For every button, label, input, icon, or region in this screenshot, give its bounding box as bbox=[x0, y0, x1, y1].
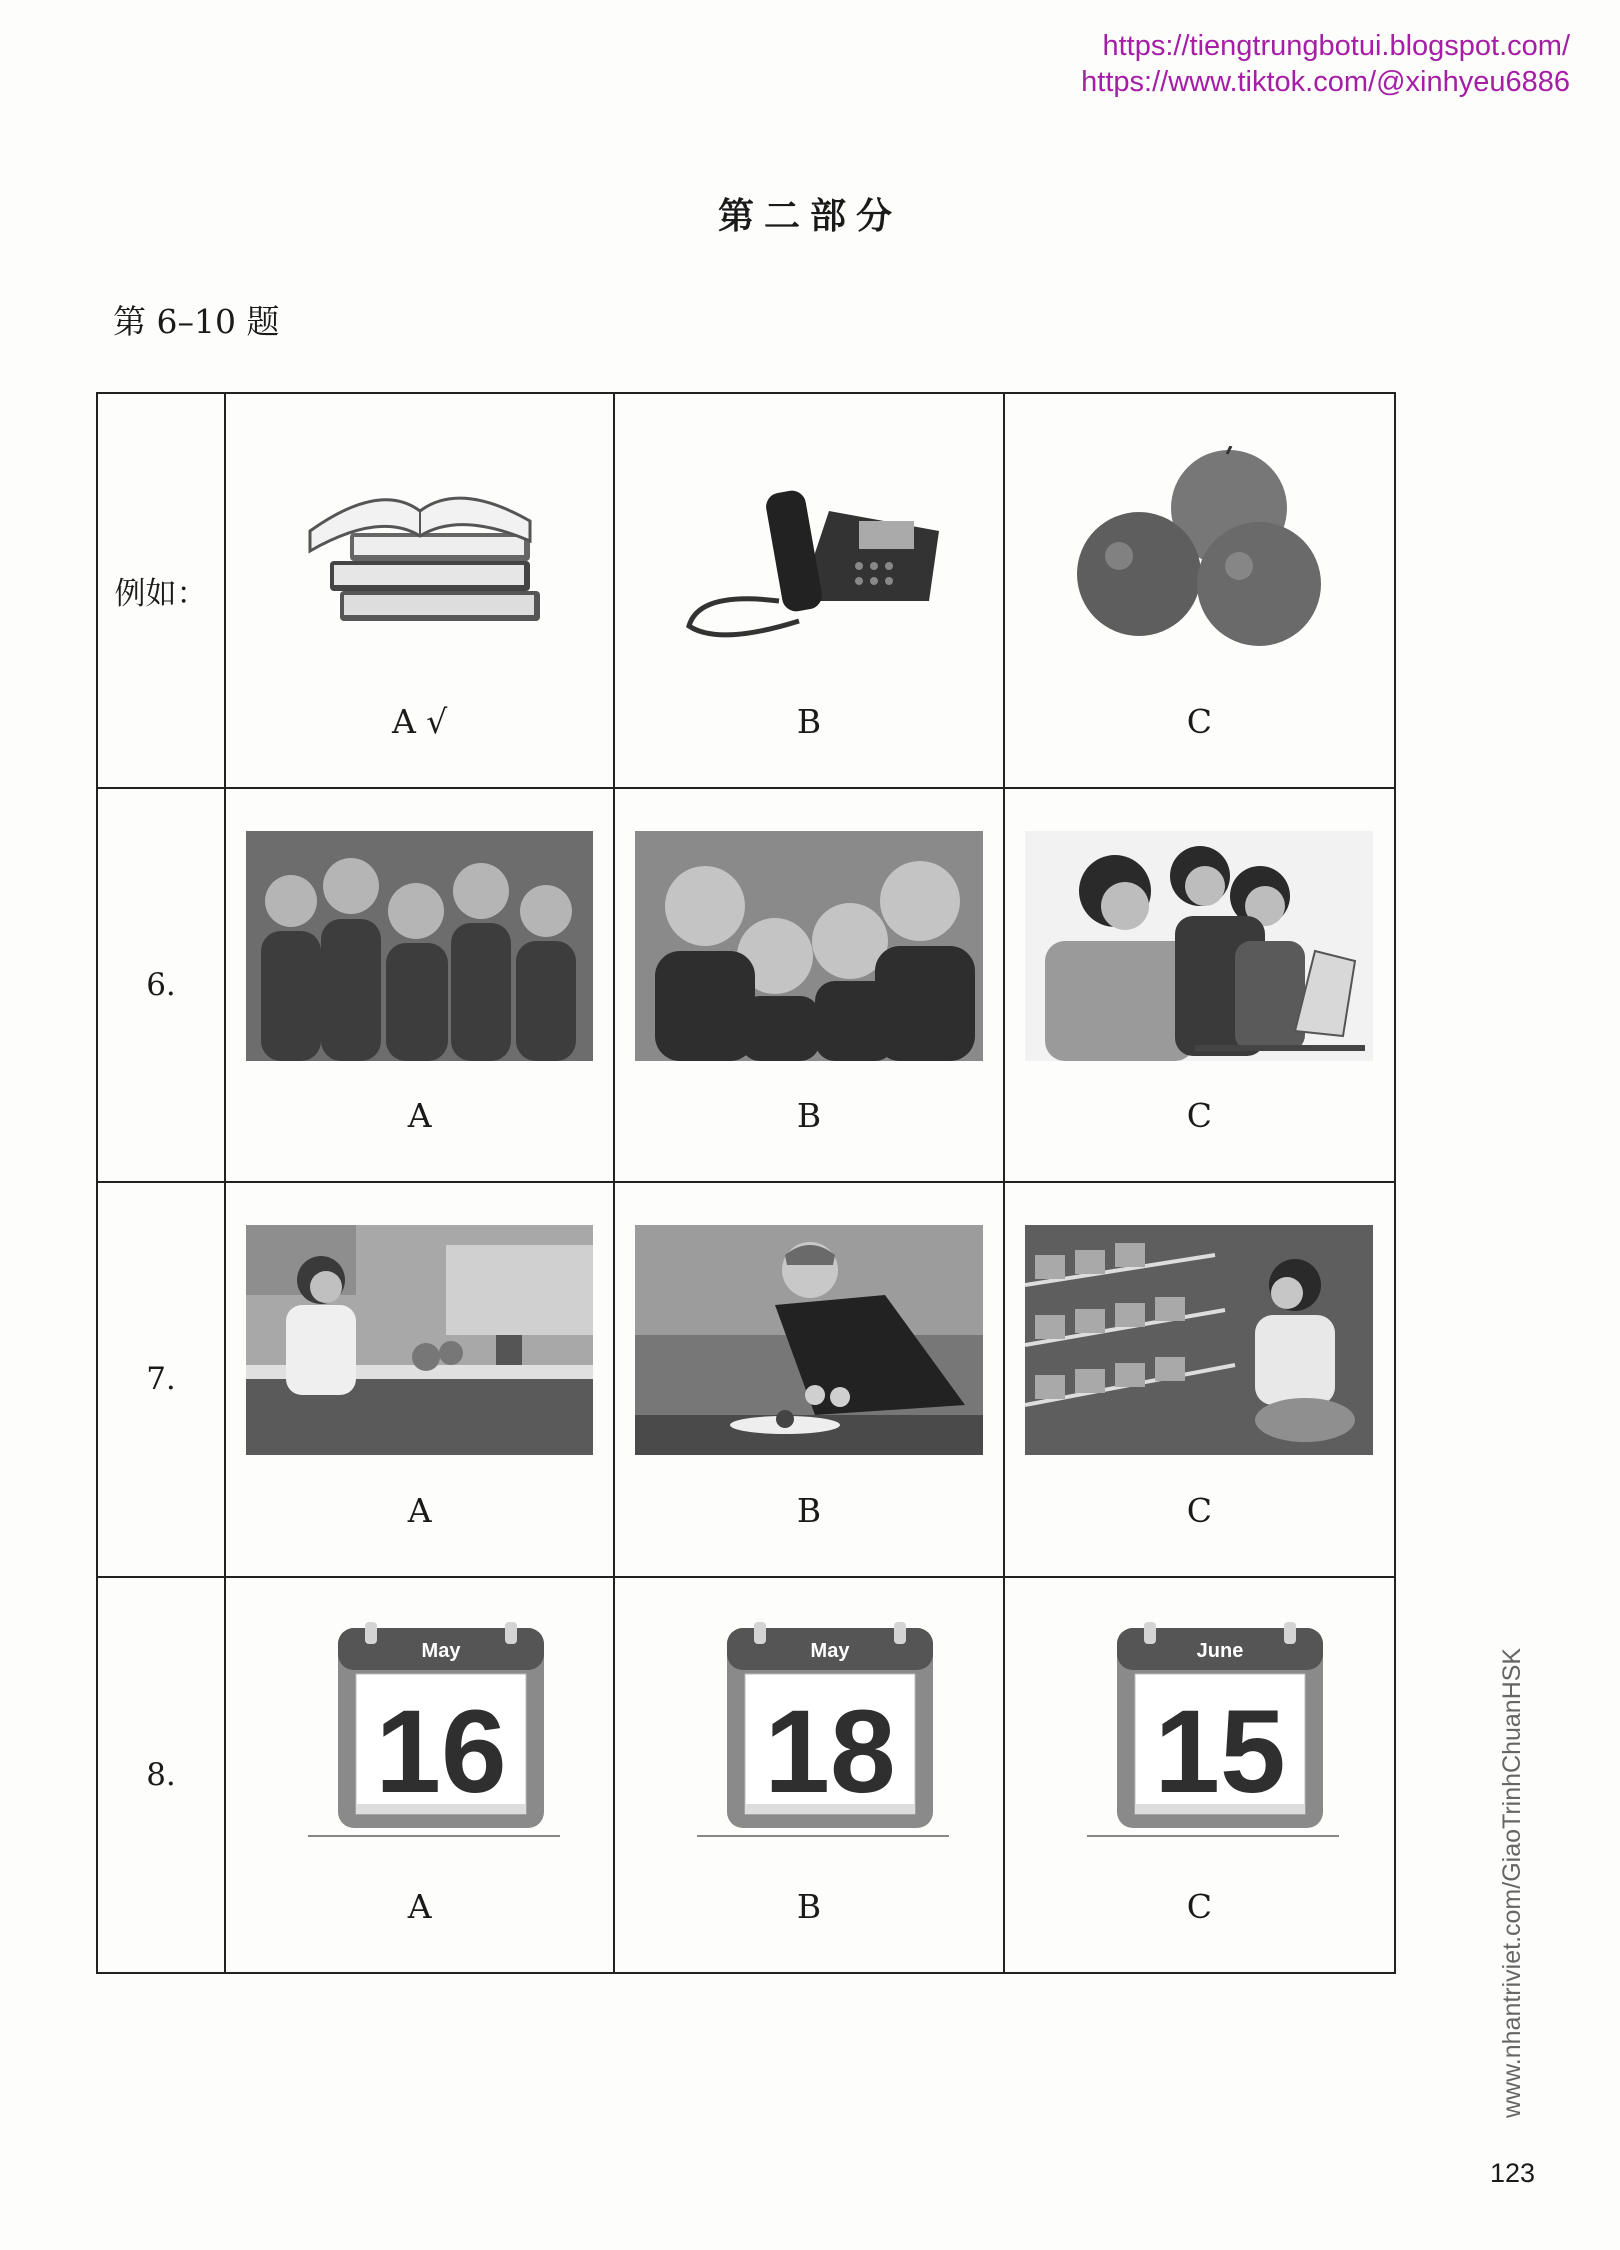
option-label: C bbox=[1186, 1887, 1212, 1926]
side-watermark: www.nhantriviet.com/GiaoTrinhChuanHSK bbox=[1498, 1647, 1526, 2118]
calendar-day: 15 bbox=[1154, 1685, 1286, 1818]
calendar-day: 18 bbox=[764, 1685, 896, 1818]
option-cell[interactable] bbox=[226, 1578, 615, 1973]
option-label: A bbox=[407, 1096, 432, 1135]
calendar-icon bbox=[280, 1620, 560, 1850]
option-cell[interactable] bbox=[1005, 1183, 1394, 1578]
calendar-month: June bbox=[1196, 1639, 1244, 1662]
page-number: 123 bbox=[1490, 2158, 1536, 2188]
option-label: C bbox=[1186, 1096, 1212, 1135]
option-cell[interactable] bbox=[226, 394, 615, 789]
row-label-6: 6. bbox=[98, 789, 226, 1184]
four-friends-photo bbox=[635, 831, 982, 1061]
option-label: B bbox=[796, 701, 822, 741]
row-label-7: 7. bbox=[98, 1183, 226, 1578]
question-table bbox=[96, 392, 1396, 1974]
row-label-example: 例如： bbox=[98, 394, 226, 789]
header-links bbox=[1081, 28, 1570, 100]
blog-link[interactable]: https://tiengtrungbotui.blogspot.com/ bbox=[1102, 30, 1570, 62]
option-cell[interactable] bbox=[615, 1183, 1004, 1578]
option-label: A bbox=[407, 1887, 432, 1926]
laptop-coworkers-photo bbox=[1025, 831, 1373, 1061]
option-label: B bbox=[796, 1887, 822, 1926]
option-cell[interactable] bbox=[226, 1183, 615, 1578]
telephone-image bbox=[659, 451, 959, 651]
option-label: A bbox=[407, 1490, 432, 1530]
question-range: 第 6–10 题 bbox=[113, 302, 280, 341]
option-label: C bbox=[1186, 1490, 1212, 1530]
books-image bbox=[270, 451, 570, 651]
apples-image bbox=[1049, 446, 1349, 656]
option-cell[interactable] bbox=[1005, 1578, 1394, 1973]
calendar-month: May bbox=[810, 1639, 850, 1662]
option-cell[interactable] bbox=[226, 789, 615, 1184]
option-cell[interactable] bbox=[1005, 394, 1394, 789]
option-cell[interactable] bbox=[615, 394, 1004, 789]
supermarket-shopper-photo bbox=[1025, 1225, 1373, 1455]
calendar-icon bbox=[669, 1620, 949, 1850]
option-cell[interactable] bbox=[615, 789, 1004, 1184]
section-title: 第二部分 bbox=[717, 195, 902, 237]
calendar-icon bbox=[1059, 1620, 1339, 1850]
calendar-month: May bbox=[421, 1639, 461, 1662]
option-cell[interactable] bbox=[1005, 789, 1394, 1184]
tiktok-link[interactable]: https://www.tiktok.com/@xinhyeu6886 bbox=[1081, 66, 1570, 98]
option-label: C bbox=[1186, 701, 1212, 741]
chef-plating-photo bbox=[635, 1225, 982, 1455]
option-label: A √ bbox=[391, 701, 448, 741]
option-label: B bbox=[796, 1096, 822, 1135]
woman-kitchen-photo bbox=[246, 1225, 593, 1455]
row-label-8: 8. bbox=[98, 1578, 226, 1973]
group-friends-photo bbox=[246, 831, 593, 1061]
option-label: B bbox=[796, 1490, 822, 1530]
option-cell[interactable] bbox=[615, 1578, 1004, 1973]
calendar-day: 16 bbox=[375, 1685, 507, 1818]
